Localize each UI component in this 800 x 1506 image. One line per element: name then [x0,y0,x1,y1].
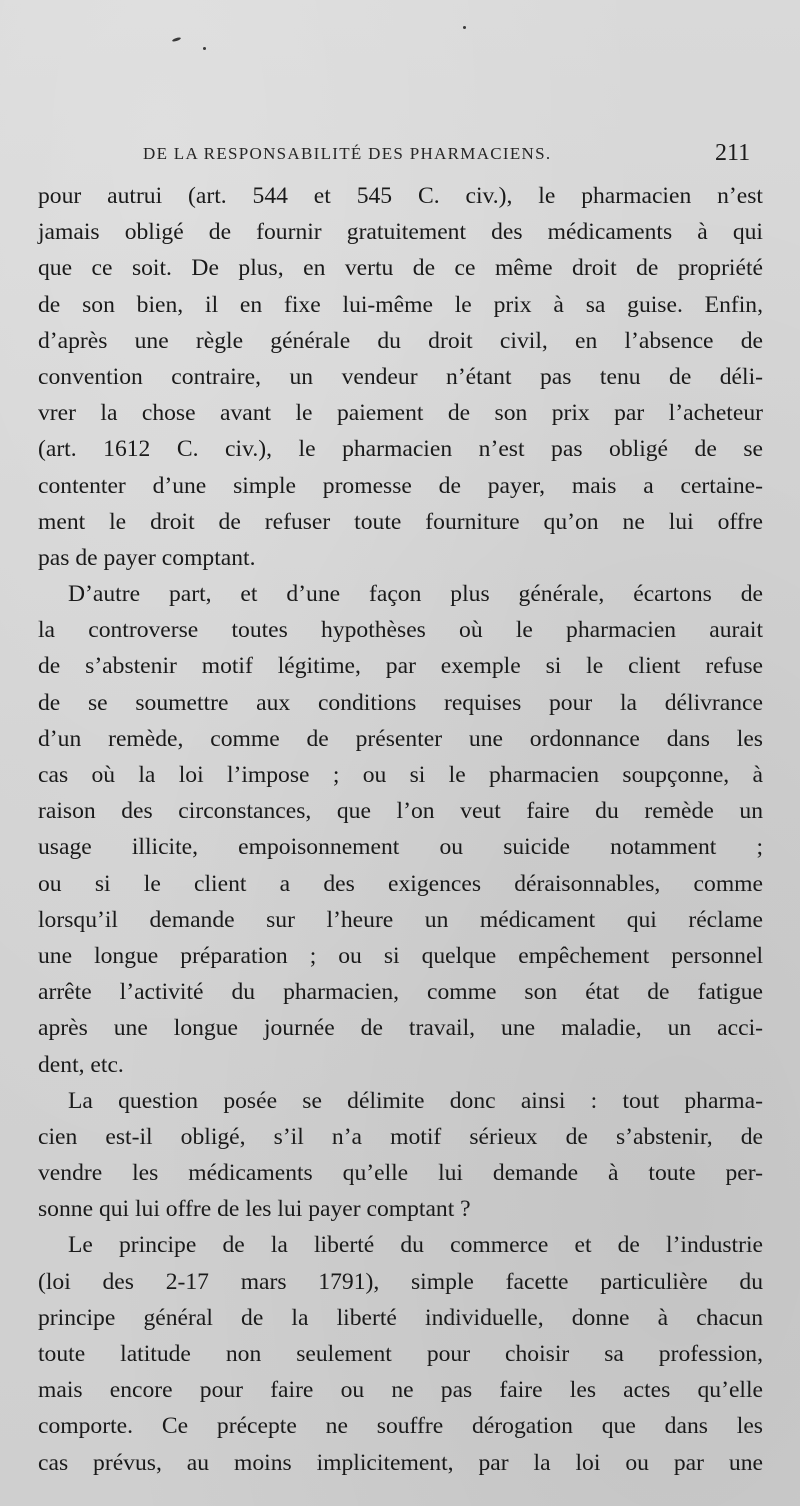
text-line: de s’abstenir motif légitime, par exemple si le client refuse [38,653,763,680]
body-text [38,178,763,1481]
text-line: usage illicite, empoisonnement ou suicide notamment ; [38,834,763,861]
text-line: pour autrui (art. 544 et 545 C. civ.), le pharmacien n’est [38,183,763,209]
text-line: contenter d’une simple promesse de payer, mais a certaine- [38,472,763,499]
ink-speck [172,37,181,43]
text-line: D’autre part, et d’une façon plus générale, écartons de [68,581,763,608]
text-line: dent, etc. [38,1051,124,1078]
ink-speck [463,26,466,29]
text-line: après une longue journée de travail, une maladie, un acci- [38,1015,763,1042]
text-line: une longue préparation ; ou si quelque empêchement personnel [38,942,763,969]
text-line: arrête l’activité du pharmacien, comme son état de fatigue [38,979,763,1006]
text-line: de son bien, il en fixe lui-même le prix à sa guise. Enfin, [38,291,763,318]
text-line: pas de payer comptant. [38,544,256,571]
text-line: comporte. Ce précepte ne souffre dérogation que dans les [38,1413,763,1440]
text-line: cien est-il obligé, s’il n’a motif sérieux de s’abstenir, de [38,1123,763,1150]
text-line: ou si le client a des exigences déraisonnables, comme [38,870,763,897]
text-line: que ce soit. De plus, en vertu de ce même droit de propriété [38,255,763,282]
text-line: sonne qui lui offre de les lui payer comptant ? [38,1196,471,1223]
text-line: Le principe de la liberté du commerce et de l’industrie [68,1232,763,1259]
page-number: 211 [715,140,751,166]
text-line: mais encore pour faire ou ne pas faire les actes qu’elle [38,1377,763,1404]
text-line: vendre les médicaments qu’elle lui demande à toute per- [38,1160,763,1187]
text-line: cas prévus, au moins implicitement, par la loi ou par une [38,1449,763,1476]
text-line: la controverse toutes hypothèses où le pharmacien aurait [38,617,763,644]
text-line: toute latitude non seulement pour choisir sa profession, [38,1341,763,1367]
text-line: lorsqu’il demande sur l’heure un médicament qui réclame [38,906,763,933]
text-line: d’après une règle générale du droit civil, en l’absence de [38,327,763,354]
running-head: DE LA RESPONSABILITÉ DES PHARMACIENS. [143,144,552,163]
text-line: ment le droit de refuser toute fourniture qu’on ne lui offre [38,508,763,535]
text-line: La question posée se délimite donc ainsi : tout pharma- [68,1087,763,1114]
text-line: (art. 1612 C. civ.), le pharmacien n’est pas obligé de se [38,436,763,463]
text-line: vrer la chose avant le paiement de son prix par l’acheteur [38,400,763,427]
text-line: d’un remède, comme de présenter une ordonnance dans les [38,725,763,752]
text-line: jamais obligé de fournir gratuitement des médicaments à qui [38,219,763,246]
text-line: de se soumettre aux conditions requises pour la délivrance [38,689,763,716]
page-header [0,140,800,170]
text-line: (loi des 2-17 mars 1791), simple facette particulière du [38,1268,763,1295]
text-line: raison des circonstances, que l’on veut faire du remède un [38,798,763,825]
text-line: convention contraire, un vendeur n’étant pas tenu de déli- [38,363,763,390]
text-line: cas où la loi l’impose ; ou si le pharmacien soupçonne, à [38,762,763,788]
text-line: principe général de la liberté individuelle, donne à chacun [38,1304,763,1331]
ink-speck [203,47,206,50]
